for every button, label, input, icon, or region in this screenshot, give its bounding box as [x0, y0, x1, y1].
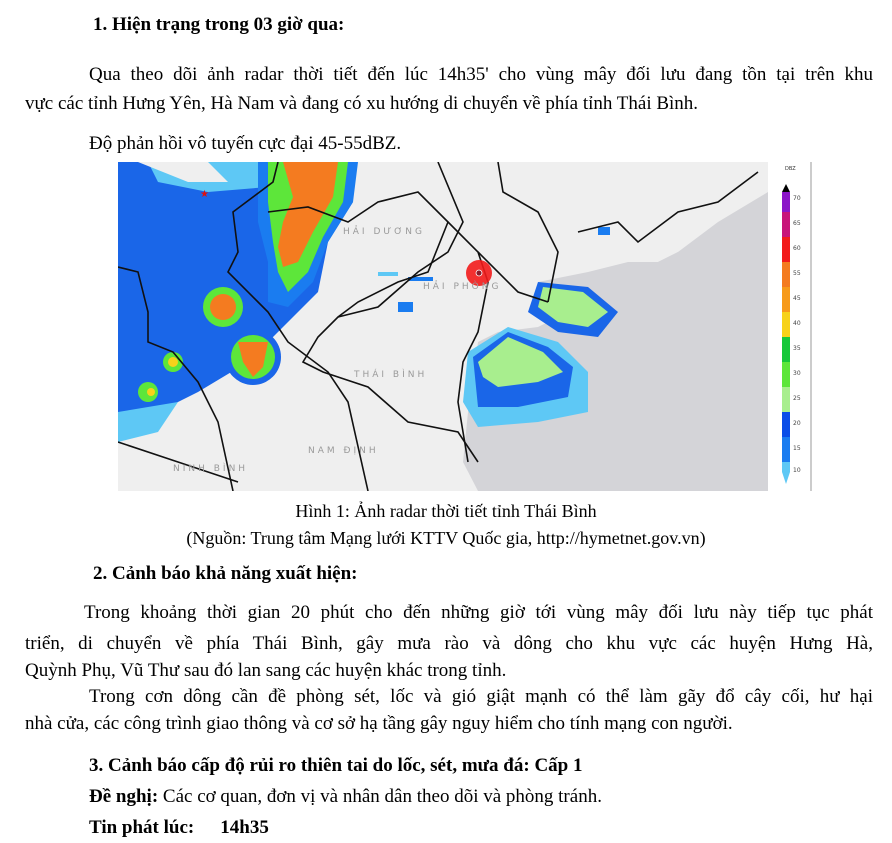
section-2-paragraph-line: Quỳnh Phụ, Vũ Thư sau đó lan sang các huyện khác trong tỉnh. — [25, 660, 507, 681]
map-label-ninh-binh: NINH BÌNH — [173, 464, 249, 474]
figure-source: (Nguồn: Trung tâm Mạng lưới KTTV Quốc gia, http://hymetnet.gov.vn) — [186, 528, 706, 548]
map-label-hai-duong: HẢI DƯƠNG — [343, 227, 426, 237]
map-label-nam-dinh: NAM ĐỊNH — [308, 446, 379, 456]
radar-map-graphic — [118, 162, 768, 491]
legend-tick: 45 — [793, 295, 801, 302]
recommendation-label: Đề nghị: — [89, 786, 159, 807]
section-2-heading: 2. Cảnh báo khả năng xuất hiện: — [93, 563, 358, 584]
section-1-heading: 1. Hiện trạng trong 03 giờ qua: — [93, 14, 345, 35]
map-label-thai-binh: THÁI BÌNH — [354, 370, 428, 380]
recommendation — [89, 786, 602, 808]
legend-tick: 70 — [793, 195, 801, 202]
legend-color-bar — [773, 162, 810, 491]
section-3-heading: 3. Cảnh báo cấp độ rủi ro thiên tai do lốc, sét, mưa đá: Cấp 1 — [89, 755, 583, 776]
issued-time-row — [89, 817, 269, 839]
section-1-reflectivity: Độ phản hồi vô tuyến cực đại 45-55dBZ. — [89, 133, 402, 154]
map-label-hai-phong: HẢI PHÒNG — [423, 282, 502, 292]
section-2-paragraph-line: triển, di chuyển về phía Thái Bình, gây mưa rào và dông cho khu vực các huyện Hưng Hà, — [25, 633, 873, 654]
legend-tick: 55 — [793, 270, 801, 277]
issued-time: 14h35 — [220, 817, 269, 838]
legend-tick: 25 — [793, 395, 801, 402]
dbz-color-legend — [773, 162, 812, 491]
legend-tick: 10 — [793, 467, 801, 474]
legend-tick: 40 — [793, 320, 801, 327]
legend-tick: 15 — [793, 445, 801, 452]
legend-tick: 65 — [793, 220, 801, 227]
issued-label: Tin phát lúc: — [89, 817, 195, 838]
recommendation-text: Các cơ quan, đơn vị và nhân dân theo dõi và phòng tránh. — [158, 786, 602, 807]
section-1-paragraph-line: Qua theo dõi ảnh radar thời tiết đến lúc 14h35' cho vùng mây đối lưu đang tồn tại trên khu — [89, 64, 873, 85]
legend-tick: 30 — [793, 370, 801, 377]
section-2-paragraph-line: Trong khoảng thời gian 20 phút cho đến những giờ tới vùng mây đối lưu này tiếp tục phát — [84, 602, 873, 623]
section-2-paragraph-line: Trong cơn dông cần đề phòng sét, lốc và gió giật mạnh có thể làm gãy đổ cây cối, hư hại — [89, 686, 873, 707]
figure-caption: Hình 1: Ảnh radar thời tiết tỉnh Thái Bình — [295, 501, 597, 521]
radar-figure — [118, 162, 810, 491]
section-1-paragraph-line: vực các tỉnh Hưng Yên, Hà Nam và đang có xu hướng di chuyển về phía tỉnh Thái Bình. — [25, 93, 699, 114]
svg-text:★: ★ — [200, 189, 209, 200]
legend-unit: DBZ — [785, 166, 796, 172]
legend-tick: 20 — [793, 420, 801, 427]
section-2-paragraph-line: nhà cửa, các công trình giao thông và cơ sở hạ tầng gây nguy hiểm cho tính mạng con người. — [25, 713, 733, 734]
legend-tick: 60 — [793, 245, 801, 252]
legend-tick: 35 — [793, 345, 801, 352]
radar-map — [118, 162, 768, 491]
